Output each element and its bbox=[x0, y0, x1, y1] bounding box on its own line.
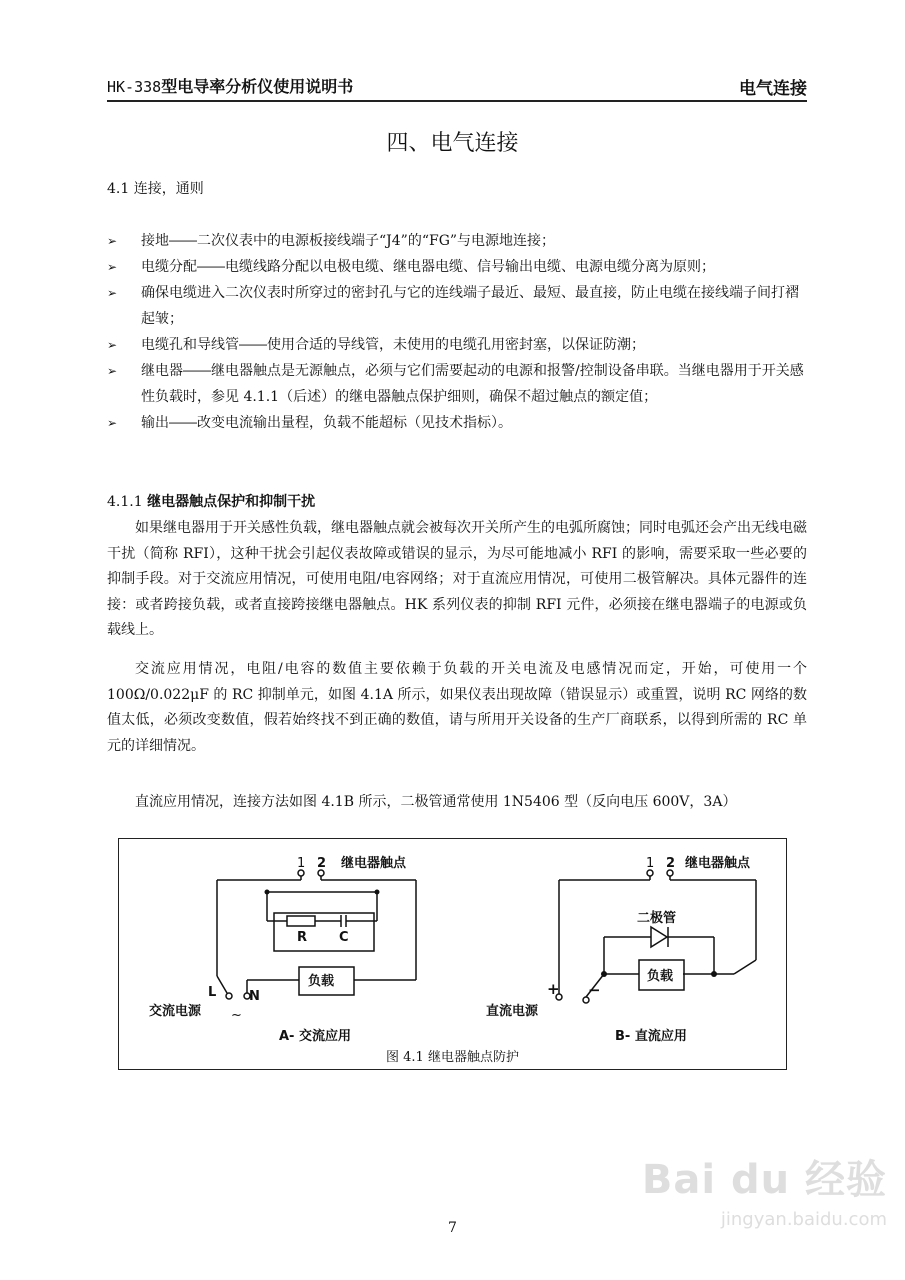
list-item bbox=[107, 254, 807, 280]
resistor-icon bbox=[287, 916, 315, 926]
a-l-label: L bbox=[208, 985, 217, 1000]
junction-dot bbox=[375, 890, 380, 895]
header-title-rest: 型电导率分析仪使用说明书 bbox=[161, 77, 354, 96]
paragraph-rfi: 如果继电器用于开关感性负载，继电器触点就会被每次开关所产生的电弧所腐蚀；同时电弧还会产出无线电磁干扰（简称 RFI），这种干扰会引起仪表故障或错误的显示，为尽可能地减小 RFI 的影响，需要采取一些必要的抑制手段。对于交流应用情况，可使用电阻/电容网络；对于直流应用情况，可使用二极管解决。具体元器件的连接：或者跨接负载，或者直接跨接继电器触点。HK 系列仪表的抑制 RFI 元件，必须接在继电器端子的电源或负载线上。 bbox=[107, 520, 807, 638]
a-caption: A- 交流应用 bbox=[279, 1029, 351, 1044]
baidu-logo: Bai du 经验 bbox=[641, 1157, 887, 1203]
junction-dot bbox=[265, 890, 270, 895]
a-pin1-label: 1 bbox=[297, 856, 306, 871]
junction-dot bbox=[601, 971, 607, 977]
b-plus-label: + bbox=[547, 980, 560, 998]
b-pin1-label: 1 bbox=[646, 856, 655, 871]
bullet-arrow-icon: ➢ bbox=[107, 364, 118, 378]
list-item-text: 输出――改变电流输出量程，负载不能超标（见技术指标）。 bbox=[141, 415, 512, 431]
b-diode-label: 二极管 bbox=[637, 911, 677, 926]
section-title: 继电器触点保护和抑制干扰 bbox=[147, 494, 316, 510]
bullet-list bbox=[107, 228, 807, 436]
circuit-diagram bbox=[119, 839, 786, 1069]
page-header bbox=[107, 74, 807, 102]
a-r-label: R bbox=[297, 930, 308, 945]
a-load-label: 负载 bbox=[308, 974, 335, 989]
list-item-text: 接地――二次仪表中的电源板接线端子“J4”的“FG”与电源地连接； bbox=[141, 233, 556, 249]
bullet-arrow-icon: ➢ bbox=[107, 260, 118, 274]
list-item bbox=[107, 280, 807, 332]
section-heading-4-1: 4.1 连接，通则 bbox=[107, 181, 204, 197]
bullet-arrow-icon: ➢ bbox=[107, 338, 118, 352]
list-item bbox=[107, 358, 807, 410]
a-tilde-label: ~ bbox=[231, 1008, 242, 1023]
b-relay-label: 继电器触点 bbox=[685, 856, 751, 871]
a-pin2-label: 2 bbox=[317, 856, 327, 871]
section-number: 4.1.1 bbox=[107, 494, 143, 510]
a-source-label: 交流电源 bbox=[149, 1004, 202, 1019]
b-load-label: 负载 bbox=[647, 969, 674, 984]
list-item bbox=[107, 228, 807, 254]
section-heading-4-1-1 bbox=[107, 491, 315, 511]
a-rc-box bbox=[274, 913, 374, 951]
figure-caption: 图 4.1 继电器触点防护 bbox=[386, 1050, 519, 1065]
paragraph-dc: 直流应用情况，连接方法如图 4.1B 所示，二极管通常使用 1N5406 型（反向电压 600V，3A） bbox=[135, 794, 737, 810]
header-model: HK-338 bbox=[107, 78, 162, 96]
bullet-arrow-icon: ➢ bbox=[107, 416, 118, 430]
page-number: 7 bbox=[448, 1220, 457, 1236]
b-minus-label: − bbox=[588, 981, 601, 999]
terminal-icon bbox=[226, 993, 232, 999]
diode-icon bbox=[651, 927, 667, 947]
chapter-title: 四、电气连接 bbox=[386, 131, 519, 156]
a-c-label: C bbox=[339, 930, 349, 945]
b-wire-slant bbox=[734, 960, 756, 974]
b-source-label: 直流电源 bbox=[486, 1004, 539, 1019]
list-item-text: 继电器――继电器触点是无源触点，必须与它们需要起动的电源和报警/控制设备串联。当继电器用于开关感性负载时，参见 4.1.1（后述）的继电器触点保护细则，确保不超过触点的额定值； bbox=[141, 363, 804, 405]
bullet-arrow-icon: ➢ bbox=[107, 286, 118, 300]
baidu-watermark bbox=[642, 1148, 887, 1230]
list-item bbox=[107, 410, 807, 436]
list-item-text: 确保电缆进入二次仪表时所穿过的密封孔与它的连线端子最近、最短、最直接，防止电缆在接线端子间打褶起皱； bbox=[141, 285, 799, 327]
header-document-title bbox=[107, 74, 353, 97]
a-n-label: N bbox=[249, 989, 260, 1004]
figure-relay-protection bbox=[118, 838, 787, 1070]
list-item-text: 电缆孔和导线管――使用合适的导线管，未使用的电缆孔用密封塞，以保证防潮； bbox=[141, 337, 645, 353]
a-wire-to-l bbox=[217, 976, 227, 993]
paragraph-ac: 交流应用情况，电阻/电容的数值主要依赖于负载的开关电流及电感情况而定，开始，可使用一个 100Ω/0.022μF 的 RC 抑制单元，如图 4.1A 所示，如果仪表出现故障（错误显示）或重置，说明 RC 网络的数值太低，必须改变数值，假若始终找不到正确的数值，请与所用开关设备的生产厂商联系，以得到所需的 RC 单元的详细情况。 bbox=[107, 661, 807, 754]
bullet-arrow-icon: ➢ bbox=[107, 234, 118, 248]
junction-dot bbox=[711, 971, 717, 977]
b-pin2-label: 2 bbox=[666, 856, 676, 871]
header-section-name: 电气连接 bbox=[739, 79, 807, 99]
b-caption: B- 直流应用 bbox=[615, 1029, 687, 1044]
list-item-text: 电缆分配――电缆线路分配以电极电缆、继电器电缆、信号输出电缆、电源电缆分离为原则； bbox=[141, 259, 715, 275]
list-item bbox=[107, 332, 807, 358]
a-relay-label: 继电器触点 bbox=[341, 856, 407, 871]
watermark-url: jingyan.baidu.com bbox=[720, 1209, 887, 1230]
